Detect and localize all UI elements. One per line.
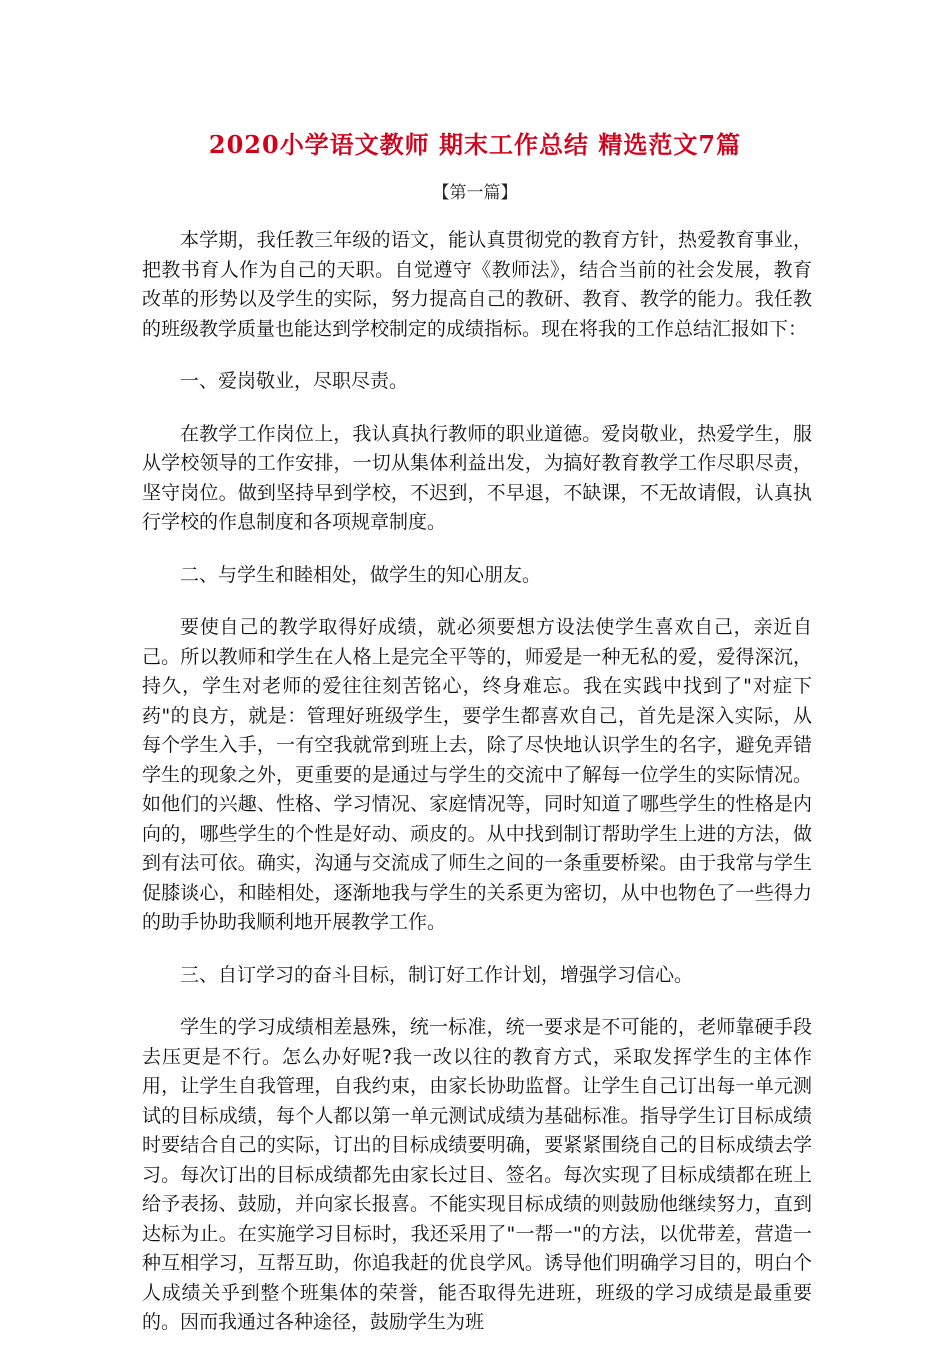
section-heading-1: 一、爱岗敬业，尽职尽责。 xyxy=(180,370,409,392)
section-heading-2: 二、与学生和睦相处，做学生的知心朋友。 xyxy=(180,563,542,586)
section-heading-3: 三、自订学习的奋斗目标，制订好工作计划，增强学习信心。 xyxy=(180,963,694,986)
document-body xyxy=(142,226,812,1361)
chapter-label: 【第一篇】 xyxy=(432,183,518,203)
paragraph-section-1: 在教学工作岗位上，我认真执行教师的职业道德。爱岗敬业，热爱学生，服从学校领导的工作安排，一切从集体利益出发，为搞好教育教学工作尽职尽责，坚守岗位。做到坚持早到学校，不迟到，不早退，不缺课，不无故请假，认真执行学校的作息制度和各项规章制度。 xyxy=(142,422,812,533)
paragraph-section-2: 要使自己的教学取得好成绩，就必须要想方设法使学生喜欢自己，亲近自己。所以教师和学生在人格上是完全平等的，师爱是一种无私的爱，爱得深沉，持久，学生对老师的爱往往刻苦铭心，终身难忘。我在实践中找到了"对症下药"的良方，就是：管理好班级学生，要学生都喜欢自己，首先是深入实际，从每个学生入手，一有空我就常到班上去，除了尽快地认识学生的名字，避免弄错学生的现象之外，更重要的是通过与学生的交流中了解每一位学生的实际情况。如他们的兴趣、性格、学习情况、家庭情况等，同时知道了哪些学生的性格是内向的，哪些学生的个性是好动、顽皮的。从中找到制订帮助学生上进的方法，做到有法可依。确实，沟通与交流成了师生之间的一条重要桥梁。由于我常与学生促膝谈心，和睦相处，逐渐地我与学生的关系更为密切，从中也物色了一些得力的助手协助我顺利地开展教学工作。 xyxy=(142,616,812,933)
document-title: 2020小学语文教师 期末工作总结 精选范文7篇 xyxy=(208,130,742,159)
paragraph-intro: 本学期，我任教三年级的语文，能认真贯彻党的教育方针，热爱教育事业，把教书育人作为自己的天职。自觉遵守《教师法》，结合当前的社会发展，教育改革的形势以及学生的实际，努力提高自己的教研、教育、教学的能力。我任教的班级教学质量也能达到学校制定的成绩指标。现在将我的工作总结汇报如下： xyxy=(142,229,812,340)
paragraph-section-3: 学生的学习成绩相差悬殊，统一标准，统一要求是不可能的，老师靠硬手段去压更是不行。怎么办好呢?我一改以往的教育方式，采取发挥学生的主体作用，让学生自我管理，自我约束，由家长协助监督。让学生自己订出每一单元测试的目标成绩，每个人都以第一单元测试成绩为基础标准。指导学生订目标成绩时要结合自己的实际，订出的目标成绩要明确，要紧紧围绕自己的目标成绩去学习。每次订出的目标成绩都先由家长过目、签名。每次实现了目标成绩都在班上给予表扬、鼓励，并向家长报喜。不能实现目标成绩的则鼓励他继续努力，直到达标为止。在实施学习目标时，我还采用了"一帮一"的方法，以优带差，营造一种互相学习，互帮互助，你追我赶的优良学风。诱导他们明确学习目的，明白个人成绩关乎到整个班集体的荣誉，能否取得先进班，班级的学习成绩是最重要的。因而我通过各种途径，鼓励学生为班 xyxy=(142,1016,812,1333)
